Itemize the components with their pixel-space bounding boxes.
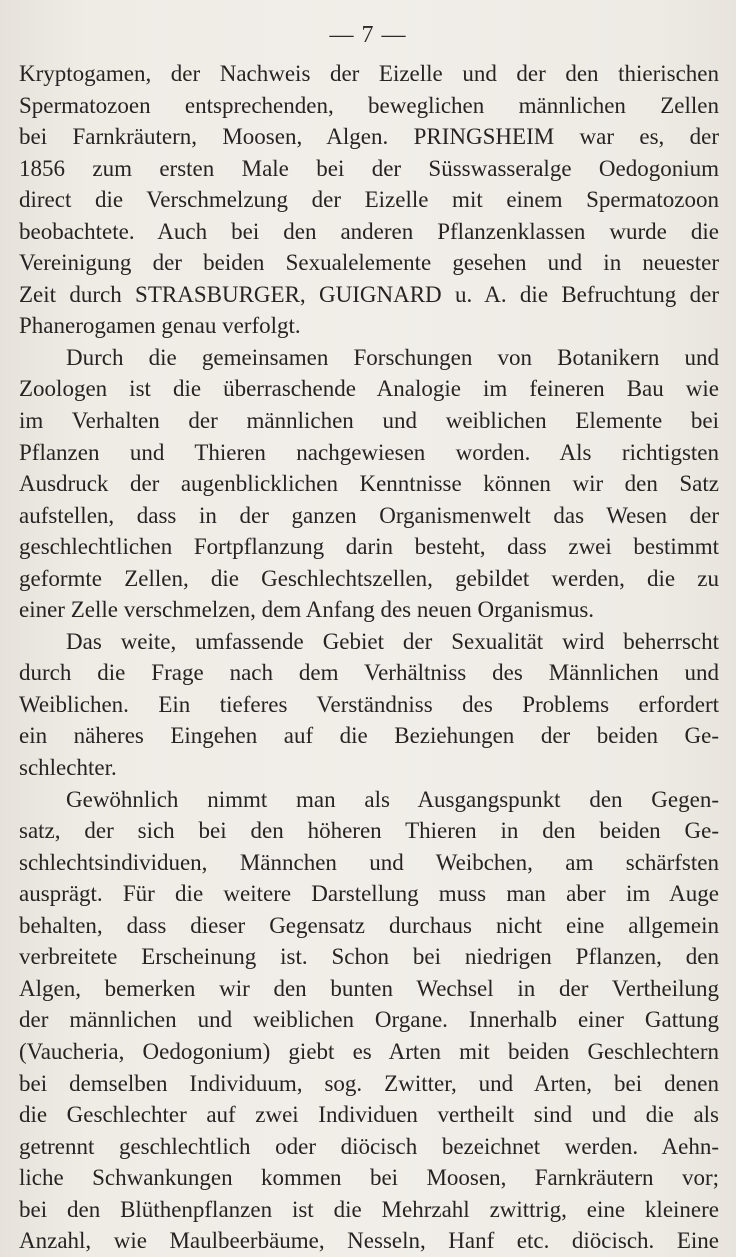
text-line: bei demselben Individuum, sog. Zwitter, und Arten, bei denen — [19, 1070, 719, 1096]
text-line: ein näheres Eingehen auf die Beziehungen der beiden Ge- — [19, 723, 719, 749]
text-line: Kryptogamen, der Nachweis der Eizelle und der den thierischen — [19, 61, 719, 86]
text-line: getrennt geschlechtlich oder diöcisch bezeichnet werden. Aehn- — [19, 1133, 719, 1159]
text-line: Pflanzen und Thieren nachgewiesen worden. Als richtigsten — [19, 439, 719, 465]
text-line: schlechtsindividuen, Männchen und Weibchen, am schärfsten — [19, 849, 719, 875]
text-line: Durch die gemeinsamen Forschungen von Botanikern und — [66, 344, 719, 370]
text-line: Weiblichen. Ein tieferes Verständniss des Problems erfordert — [19, 691, 719, 717]
text-line: Anzahl, wie Maulbeerbäume, Nesseln, Hanf etc. diöcisch. Eine — [19, 1228, 719, 1254]
text-line: im Verhalten der männlichen und weiblichen Elemente bei — [19, 408, 719, 434]
text-line: bei Farnkräutern, Moosen, Algen. PRINGSHEIM war es, der — [19, 124, 719, 150]
text-line: Algen, bemerken wir den bunten Wechsel in der Vertheilung — [19, 975, 719, 1001]
text-line: die Geschlechter auf zwei Individuen vertheilt sind und die als — [19, 1102, 719, 1128]
text-line: Phanerogamen genau verfolgt. — [19, 313, 301, 339]
text-line: (Vaucheria, Oedogonium) giebt es Arten mit beiden Geschlechtern — [19, 1038, 719, 1064]
text-line: Spermatozoen entsprechenden, beweglichen männlichen Zellen — [19, 92, 719, 118]
text-line: durch die Frage nach dem Verhältniss des Männlichen und — [19, 660, 719, 686]
text-line: schlechter. — [19, 755, 117, 781]
text-line: geformte Zellen, die Geschlechtszellen, gebildet werden, die zu — [19, 565, 719, 591]
text-line: liche Schwankungen kommen bei Moosen, Farnkräutern vor; — [19, 1165, 719, 1191]
text-line: 1856 zum ersten Male bei der Süsswasseralge Oedogonium — [19, 155, 719, 181]
text-line: Das weite, umfassende Gebiet der Sexualität wird beherrscht — [66, 628, 719, 654]
text-line: geschlechtlichen Fortpflanzung darin besteht, dass zwei bestimmt — [19, 534, 719, 560]
text-line: satz, der sich bei den höheren Thieren in den beiden Ge- — [19, 818, 719, 844]
text-line: aufstellen, dass in der ganzen Organismenwelt das Wesen der — [19, 502, 719, 528]
text-line: Gewöhnlich nimmt man als Ausgangspunkt den Gegen- — [66, 786, 719, 812]
text-line: Zoologen ist die überraschende Analogie im feineren Bau wie — [19, 376, 719, 402]
paragraph — [19, 784, 719, 1257]
text-line: ausprägt. Für die weitere Darstellung muss man aber im Auge — [19, 881, 719, 907]
page-number: — 7 — — [329, 22, 407, 48]
text-line: beobachtete. Auch bei den anderen Pflanzenklassen wurde die — [19, 218, 719, 244]
text-line: behalten, dass dieser Gegensatz durchaus nicht eine allgemein — [19, 912, 719, 938]
text-line: Vereinigung der beiden Sexualelemente gesehen und in neuester — [19, 250, 719, 276]
text-line: Ausdruck der augenblicklichen Kenntnisse können wir den Satz — [19, 471, 719, 497]
text-line: verbreitete Erscheinung ist. Schon bei niedrigen Pflanzen, den — [19, 944, 719, 970]
text-line: der männlichen und weiblichen Organe. Innerhalb einer Gattung — [19, 1007, 719, 1033]
text-line: bei den Blüthenpflanzen ist die Mehrzahl zwittrig, eine kleinere — [19, 1196, 719, 1222]
paragraph — [19, 342, 719, 626]
paragraph — [19, 626, 719, 784]
body-text — [19, 58, 719, 1257]
text-line: einer Zelle verschmelzen, dem Anfang des neuen Organismus. — [19, 597, 595, 623]
text-line: direct die Verschmelzung der Eizelle mit einem Spermatozoon — [19, 187, 719, 213]
paragraph — [19, 58, 719, 342]
text-line: Zeit durch STRASBURGER, GUIGNARD u. A. die Befruchtung der — [19, 281, 719, 307]
